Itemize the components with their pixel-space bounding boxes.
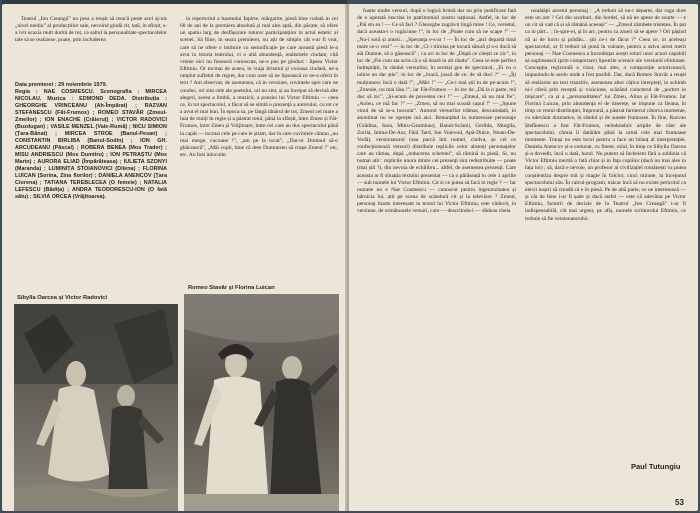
review-paragraph: in repertoriul a basmului Înpirte, mărgarite, piesă bine rodată in cei 68 de ani de la premiera absolută și mai ales aptă, din păcate, să ofere un spatiu larg de desfășurare tuturor participanților la actul estetic al scenei. Să fiine, in seara premierei, nu ațit de simplu cât s-ar fi vrut, care să ne ofere o intilnire cu semnificație pe care această piesă le-a avut in istoria teatrului, ci o altă abundență, realismele ciudate, cită vreme nici nu fuseseră cunoscute, ne-a pus pe ginduri : lipsea Victor Eftimiu. Or tocmai de aceea, in vraja lirismul și voioasa ciudată, ne-a umplut sufletul de regret, dar cum oare să ne lipsească ce ne-a oferit în text ? Am observat, de asemenea, că in versiune, cuvintele spre care ne conduc, ori sint cele ale poetului, ori nu sint, și au început să devină alte alegeri, aceea a limbii, a muzicii, a poeziei lui Victor Eftimiu — ceea ce, în tot spectacolul, a făcut să se simtă o prezență a autorului, cu tot ce a avut el mai bun. În epoca sa, pe lângă tânărul de tot, Zmeul cel mare a luat de mulți în regie și a păstrat totul, până la sfârșit, între Zmeu și Făt-Frumos, între Zmeu și Vrăjitoare, între cei care au dus spectacolul până la capăt — tocmai cele pe care le știam, dar în care cuvintele cântau „nu mai merge, cucoane !”, „am pe la tocat”, „Dar-or Domnul să-o ghăcească”, „Măi copii, bine că dete Dumnezeu să crape Zmeul !” etc, etc. Au fost inlocuite. (180, 16, 338, 158)
intro-paragraph: Teatrul „Ion Creangă” nu prea a reușit să treacă peste acel aj-nis „nivel mediu” al producțiilor sale, nevoind gindă cit, tată, in sfirșit, s-a ivit ocazia mult dorită de tot, ca saltul la personalitate spectacolelor tale să se realizeze, poate, prin includerea (15, 16, 167, 44)
page-number: 53 (675, 498, 684, 507)
author-signature: Paul Tutungiu (631, 462, 681, 471)
right-column-second (525, 8, 686, 448)
stage-photo-left (14, 304, 178, 511)
photo-caption-left: Sibylla Oarcea și Victor Radovici (17, 295, 108, 301)
left-column-intro (15, 16, 167, 77)
photo-stavar-luican (184, 294, 339, 511)
cast-and-crew: Regia : NAE COSMESCU. Scenografia : MIRCEA NICOLAU. Muzica : EDMOND DEDA. Distribuția : GHEORGHE VRINCEANU (Ah-Împărat) ; RAZVAN STEFANESCU (Făt-Frumos) ; ROMEO STAVĂR (Zmeul-Zmeilor) ; ION ENACHE (Crăieruț) ; VICTOR RADOVICI (Buzdugan) ; VASILE MENZEL (Vale-Rumă) ; NICU SIMION (Țara-Bănat) ; MIRCEA STROE (Banul-Pesan) ; CONSTANTIN BIRLIBA (Banul-Sodin) ; ION GH. ARCUDEANU (Păscal) ; ROBERA BENEA (Mos Trader) ; MISU ANDRIESCU (Mos Dumitru) ; ION PETRAȘTU (Mos Marin) ; AURORA ELIAD (Împărăteasa) ; IULIETA SZONYI (Maranda) ; LUMINIȚA STOIANOVICI (Dilena) ; FLORINA LUICAN (Sorina, Zina florilor) ; DANIELA ANENCOV (Țara Ciorena) ; TATIANA TEREBLECEA (O femeie) ; NATALIA LEFESCU (Bădița) ; ANDRA TEODORESCU-ION (O fată sătu) ; SILVIA ORCEA (Vrăjitoarea). (15, 89, 167, 200)
credits-block (15, 82, 167, 282)
left-column-second (180, 16, 338, 284)
premiere-date: Data premierei : 29 noiembrie 1979. (15, 82, 108, 88)
stage-photo-right (184, 294, 339, 511)
photo-oarcea-radovici (14, 304, 178, 511)
review-conclusion-paragraph: nouătății acestui personaj : „A trebuit să nu-t departe, dar ruga dure este un om ? Cel din scorburi, din bordei, să nă ne apese de soarte — e un cit să vad că și să rămână aceeași” — „Zmeul zâmbete tristețea. În pat ca in pârt... ; în-spre-el, și în arc, pentru ca zmeii să se apere ? Ori pășind nă ai de lucru și prădău... știi ce-i de făcut ?” Ceea ce, in aceleași spectacolul, ar fi trebuit să pună în valoare, pentru a salva acest merit personaj — Nae Cosmescu a încredințat acești roluri unor actori capabili să suplinească (prin comportare) lipsurile scenice ale versiunii eliminate. Concepția regizorală a vizat, mai ales, o compoziție actoricească, impunindu-le acelo unde a fost posibil. Dar, dacă Romeo Stavăr a reușit să realizeze un text tranzitiv, asemenea altor câțiva interpreți, in schimb ni-l oferă prin receptă și vioiciune, scăzând caracterul de „portret in mișcare”, ca și a „personalitatea” lui Zmeu, Alina și Făt-Frumos. Iar Florina Luican, prin abundența ei de tinerețe, se impune ca Ileana, în timp ce restul distribuției, împreună, a păstrat farmecul câtorva momente, cu adevărat dramatice, în rândul și de sunete frumoase. În fine, Razvan Ștefănescu a fost Făt-Frumos, neîndoielnic aripile de vânt ale spectacolului, căruia îi datărăm până la urmă cele mai frumoase momente. Totuși nu este locul pentru a face un bilanț al interpretației. Daniela Anencov și-a creionat, cu finete, rolul, în timp ce Sibylla Oarcea și-a dovedit, încă o dată, harul. Nu putem să încheiem fără a sublinia că Victor Eftimiu merită o fată chiar și in fața copiilor (dacă nu mai ales in fața lor) ; să, dacă e nevoie, un profesor al civilizației românești va putea conștientiza despre mit și magie în folclor, cinci minute, la începutul spectacolului său. În calcul-program, măcar încă să nu existe pericolul ca elevii noștri să creadă că e în piesă. Pe de altă parte, ce ne interesează — și cât de bine i-ar fi șade și dacă astfel — este că adevărat pe Victor Eftimiu, factorii de decizie de la Teatrul „Ion Creangă” i-ar fi indispensabilă, cât mai urgent, pe afiș, numele scriitorului Eftimiu, ce trebuie să fie versionatorului. (525, 8, 686, 222)
right-page (349, 4, 698, 511)
review-continued-paragraph: foarte multe versuri, după o logică lirimă dar nu prin justificare fată de o operată inscrisa in patrimoniul nostru național. Astfel, in loc de „Păi stu ea ! — Ce să faci ? Gheorghe zugrăvit lingă mine ! Ce, versetul, dacă aceasta-i o rugăciune !”, in loc de „Poate cum să ne scape !” — „Nu-i soră și zmeii... „Speranța e-s-ar ! — În loc de „aici departă timă mare ce-o vezi” — in loc de „Ci-i trimisa pe locură sătură și s-o ducă să aiă Dumne, să o găsească” ; ca ori in loc de „După ce citești ce zic”, in loc de „Fie cum sta scris că o să doară in alt rându”. Ceea ce este perfect îndreptățit, în rândul versurilor, în același gen de spectacol, „Ei cu o iubire un dar știe”, in loc de „Joacă, joacă de ce, de să duci ?” — „Îți mulțumesc încă o dată !”, „Mări !” — „Ce-i mai știi tu de pe-acum !”, „Zmeule, nu mai lăsa !”, iar Făt-Frumos — in loc de „Dă la o parte, mă duc să zic”, „Și-acum de povestea ce-i !” — „Zmeul, să nu mai fie”, „Aoleu, ce mă fac ?” — „Zmeu, să nu mai scoată capul !” — „Spune vinul de să se-a bucurat”. Autorul versurilor trămas, deocamdată, in anonimat nu se oprește ină aici. Renunțând la numeroase personaje (Grădina, Sura, Mitru-Geambau), Banul-Scămii, Gerilda, Murgila, Zorila, Inima-De-Aur, Fără Tard, Ion Voievod, Apă-Dulce, Neam-De-Vodă), versionatorul (sau parcă îmi numel, cindva, șe cel ce confecționează versuri) distribuie replicile celor absenți personajelor care au rămas, după „reducerea schemei”, să rămină in piesă. Si, nu numai atit : replicile unora dintre cei prezenți sint redistribuite — poate (mai știi ?), din nevoia de echilibru... altfel, de asemenea prezenți. Care aceasta ar fi situația textului prezentat — ca o părăseață in cele 1 aprilie — sub numele lui Victor Eftimiu. Cit si ce putea să facă in regie ? — Iar numele nu e Nae Cosmescu — cunoscut pentru ingeniozitatea și hărnicia lui, atit pe scena de scândură cit și la televizor ? Zmeul, personaj foarte interesant in textul lui Victor Eftimiu, este văduvit, in versiune, de următoarele versuri, care — descriindu-l — dădeau cheia (357, 8, 516, 215)
left-page (2, 4, 347, 511)
right-column-first (357, 8, 516, 511)
photo-caption-right: Romeo Stavăr și Florina Luican (188, 285, 275, 291)
